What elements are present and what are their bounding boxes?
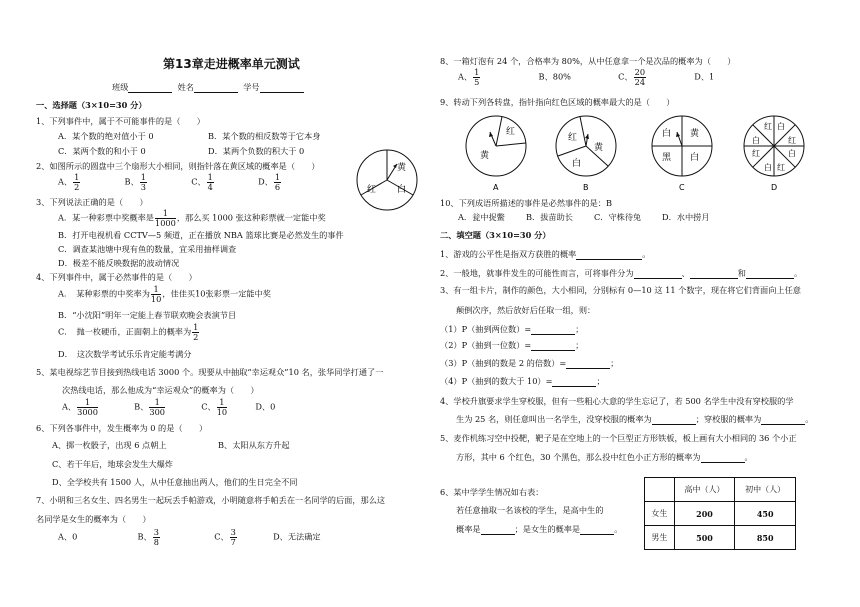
- q7-frac-c: $\frac{3}{7}$: [230, 527, 236, 547]
- q8-frac-c: $\frac{20}{24}$: [634, 67, 646, 87]
- q5-options: [62, 398, 275, 417]
- f3-item-2: （2）P（抽到一位数）= ；: [440, 340, 584, 350]
- q2-sector-red: 红: [367, 185, 377, 195]
- q6-option-a: A、掷一枚骰子，出现 6 点朝上: [52, 440, 167, 450]
- section-choice: 一、选择题（3×10=30 分）: [36, 100, 147, 110]
- q10-stem: 10、下列成语所描述的事件是必然事件的是：B: [440, 198, 612, 208]
- q2-stem: 2、如图所示的圆盘中三个扇形大小相同，则指针落在黄区域的概率是（ ）: [36, 161, 320, 171]
- f4-blank-1[interactable]: [652, 416, 696, 425]
- f6-blank-2[interactable]: [580, 526, 614, 535]
- spinner-d-red-3: 红: [777, 163, 785, 172]
- q7-options: [58, 528, 321, 547]
- q9-spinners-figure: [456, 110, 816, 192]
- spinner-b: [556, 116, 616, 176]
- q10-option-c: C．守株待兔: [594, 212, 642, 222]
- spinner-d-red-2: 红: [788, 136, 796, 145]
- student-table: [644, 477, 796, 550]
- q4-frac-a: $\frac{1}{10}$: [150, 284, 162, 304]
- f3-item-1: （1）P（抽到两位数）= ；: [440, 324, 584, 334]
- q6-option-d: D、全学校共有 1500 人，从中任意抽出两人，他们的生日完全不同: [52, 477, 298, 487]
- q10-option-d: D．水中捞月: [662, 212, 710, 222]
- q2-frac-c: $\frac{1}{4}$: [207, 172, 213, 192]
- table-row: 女生 200 450: [645, 502, 796, 526]
- spinner-c-white-2: 白: [690, 153, 700, 163]
- f6-line-1: 6、某中学学生情况如右表：: [440, 487, 544, 497]
- q4-option-c: C． 抛一枚硬币，正面朝上的概率为 $\frac{1}{2}$: [58, 322, 199, 342]
- f1-blank[interactable]: [576, 251, 642, 260]
- f1-line: 1、游戏的公平性是指双方获胜的概率 。: [440, 249, 651, 259]
- q8-stem: 8、一箱灯泡有 24 个，合格率为 80%，从中任意拿一个是次品的概率为（ ）: [440, 56, 736, 66]
- q2-sector-yellow: 黄: [397, 163, 407, 173]
- q7-option-d: D、无法确定: [273, 531, 321, 542]
- name-label: 姓名: [177, 82, 194, 92]
- q6-option-c: C、若干年后，地球会发生大爆炸: [52, 459, 173, 469]
- q1-stem: 1、下列事件中，属于不可能事件的是（ ）: [36, 116, 205, 126]
- q7-option-b: B、: [137, 531, 152, 542]
- q2-option-b: B、: [124, 176, 139, 187]
- q9-stem: 9、转动下列各转盘，指针指向红色区域的概率最大的是（ ）: [440, 97, 675, 107]
- f6-line-3: 概率是 ；是女生的概率是 。: [456, 524, 623, 534]
- page-title: 第13章走进概率单元测试: [163, 57, 300, 71]
- q5-frac-a: $\frac{1}{3000}$: [77, 397, 98, 417]
- q2-sector-white: 白: [397, 185, 407, 195]
- q2-frac-d: $\frac{1}{6}$: [274, 172, 281, 192]
- q1-option-a: A．某个数的绝对值小于 0: [58, 131, 154, 141]
- student-info: [112, 82, 304, 93]
- q6-option-b: B、太阳从东方升起: [218, 440, 290, 450]
- q3-frac-a: $\frac{1}{1000}$: [154, 208, 176, 228]
- q3-stem: 3、下列说法正确的是（ ）: [36, 197, 148, 207]
- spinner-c-black: 黑: [662, 153, 672, 163]
- q8-option-b: B、80%: [538, 71, 571, 82]
- q3-option-d: D．极差不能反映数据的波动情况: [58, 258, 180, 268]
- q7-stem-2: 名同学是女生的概率为（ ）: [36, 514, 151, 524]
- q3-option-a: A．某一种彩票中奖概率是 $\frac{1}{1000}$ ，那么买 1000 张这种彩票就一定能中奖: [58, 208, 326, 228]
- f4-line-1: 4、学校升旗要求学生穿校服，但有一些粗心大意的学生忘记了，若 500 名学生中没有穿校服的学: [440, 396, 794, 406]
- f2-blank-3[interactable]: [746, 270, 794, 279]
- spinner-d: [744, 116, 804, 176]
- f2-blank-2[interactable]: [690, 270, 738, 279]
- q10-option-a: A．瓮中捉鳖: [458, 212, 505, 222]
- q8-options: [458, 68, 714, 87]
- q1-option-c: C．某两个数的和小于 0: [58, 146, 146, 156]
- q2-frac-a: $\frac{1}{2}$: [74, 172, 80, 192]
- spinner-d-label: D: [771, 183, 778, 192]
- spinner-d-red-4: 红: [752, 149, 760, 158]
- q5-option-a: A、: [62, 401, 77, 412]
- spinner-b-yellow: 黄: [594, 143, 604, 153]
- f3-item-4: （4）P（抽到的数大于 10）= ；: [440, 376, 605, 386]
- table-row: 男生 500 850: [645, 526, 796, 550]
- section-fill-blank: 二、填空题（3×10=30 分）: [440, 230, 551, 240]
- q5-option-c: C、: [201, 401, 216, 412]
- f3-blank-3[interactable]: [566, 360, 610, 369]
- q6-stem: 6、下列各事件中，发生概率为 0 的是（ ）: [36, 423, 208, 433]
- q4-frac-c: $\frac{1}{2}$: [193, 322, 199, 342]
- f4-line-2: 生为 25 名，则任意叫出一名学生，没穿校服的概率为 ；穿校服的概率为 。: [456, 414, 814, 424]
- q2-disk-figure: [355, 148, 419, 212]
- q2-options: [58, 173, 282, 192]
- f3-blank-2[interactable]: [531, 342, 575, 351]
- q3-option-c: C．调查某池塘中现有鱼的数量，宜采用抽样调查: [58, 244, 237, 254]
- q5-option-d: D、0: [255, 401, 276, 412]
- f5-blank[interactable]: [701, 454, 745, 463]
- spinner-b-red: 红: [568, 133, 578, 143]
- f3-blank-4[interactable]: [552, 378, 596, 387]
- spinner-d-white-1: 白: [777, 122, 785, 131]
- spinner-c-label: C: [679, 183, 685, 192]
- class-label: 班级: [112, 82, 129, 92]
- f2-blank-1[interactable]: [634, 270, 682, 279]
- q5-stem-1: 5、某电视综艺节目接到热线电话 3000 个。现要从中抽取“幸运观众”10 名，张华同学打通了一: [36, 367, 384, 377]
- f6-blank-1[interactable]: [481, 526, 515, 535]
- q7-option-a: A、0: [58, 531, 78, 542]
- f2-text: 2、一般地，就事件发生的可能性而言，可将事件分为: [440, 268, 634, 278]
- q8-frac-a: $\frac{1}{5}$: [474, 67, 480, 87]
- q7-frac-b: $\frac{3}{8}$: [153, 527, 159, 547]
- f5-line-2: 方形，其中 6 个红色，30 个黑色，那么投中红色小正方形的概率为 。: [456, 452, 753, 462]
- q5-option-b: B、: [134, 401, 149, 412]
- spinner-c: [652, 116, 712, 176]
- id-label: 学号: [243, 82, 260, 92]
- q10-option-b: B．拔苗助长: [526, 212, 573, 222]
- spinner-a-yellow: 黄: [480, 151, 490, 161]
- table-header-row: 高中（人） 初中（人）: [645, 478, 796, 502]
- f1-text: 1、游戏的公平性是指双方获胜的概率: [440, 249, 577, 259]
- spinner-d-red-1: 红: [764, 122, 772, 131]
- q4-option-a: A． 某种彩票的中奖率为 $\frac{1}{10}$ ，佳佳买10张彩票一定能中奖: [58, 284, 271, 304]
- spinner-b-white: 白: [572, 159, 582, 169]
- q2-frac-b: $\frac{1}{3}$: [140, 172, 146, 192]
- f5-line-1: 5、麦作机练习空中投靶，靶子是在空地上的一个巨型正方形铁板，板上画有大小相同的 36 个小正: [440, 433, 797, 443]
- q5-frac-c: $\frac{1}{10}$: [216, 397, 228, 417]
- f3-item-3: （3）P（抽到的数是 2 的倍数）= ；: [440, 358, 619, 368]
- spinner-b-label: B: [583, 183, 589, 192]
- q8-option-d: D、1: [694, 71, 715, 82]
- q2-option-d: D、: [258, 176, 273, 187]
- q4-option-d: D． 这次数学考试乐乐肯定能考满分: [58, 349, 192, 359]
- q3-option-b: B．打开电视机看 CCTV—5 频道，正在播放 NBA 篮球比赛是必然发生的事件: [58, 230, 344, 240]
- spinner-d-white-4: 白: [752, 136, 760, 145]
- q1-option-b: B．某个数的相反数等于它本身: [208, 131, 321, 141]
- q5-stem-2: 次热线电话，那么他成为“幸运观众”的概率为（ ）: [62, 385, 259, 395]
- spinner-a: [466, 116, 526, 176]
- q1-option-d: D．某两个负数的积大于 0: [208, 146, 305, 156]
- q2-option-a: A、: [58, 176, 73, 187]
- q4-option-b: B．“小沈阳”明年一定能上春节联欢晚会表演节目: [58, 310, 237, 320]
- spinner-d-white-2: 白: [788, 149, 796, 158]
- f4-blank-2[interactable]: [761, 416, 805, 425]
- q8-option-a: A、: [458, 71, 473, 82]
- q5-frac-b: $\frac{1}{300}$: [149, 397, 166, 417]
- f3-blank-1[interactable]: [531, 326, 575, 335]
- spinner-a-label: A: [493, 183, 499, 192]
- q7-stem-1: 7、小明和三名女生、四名男生一起玩丢手帕游戏，小明随意将手帕丢在一名同学的后面，那么这: [36, 495, 386, 505]
- f2-line: 2、一般地，就事件发生的可能性而言，可将事件分为 、 和 。: [440, 268, 803, 278]
- q2-option-c: C、: [191, 176, 206, 187]
- spinner-c-yellow: 黄: [690, 129, 700, 139]
- f3-stem-2: 颠倒次序，然后放好后任取一组，则：: [456, 305, 596, 315]
- f6-line-2: 若任意抽取一名该校的学生，是高中生的: [456, 505, 604, 515]
- q4-stem: 4、下列事件中，属于必然事件的是（ ）: [36, 272, 197, 282]
- spinner-c-white-1: 白: [662, 129, 672, 139]
- spinner-d-white-3: 白: [764, 163, 772, 172]
- q7-option-c: C、: [214, 531, 229, 542]
- f3-stem-1: 3、有一组卡片，制作的颜色，大小相同，分别标有 0—10 这 11 个数字，现在将它们背面向上任意: [440, 285, 801, 295]
- q8-option-c: C、: [618, 71, 633, 82]
- spinner-a-red: 红: [506, 127, 516, 137]
